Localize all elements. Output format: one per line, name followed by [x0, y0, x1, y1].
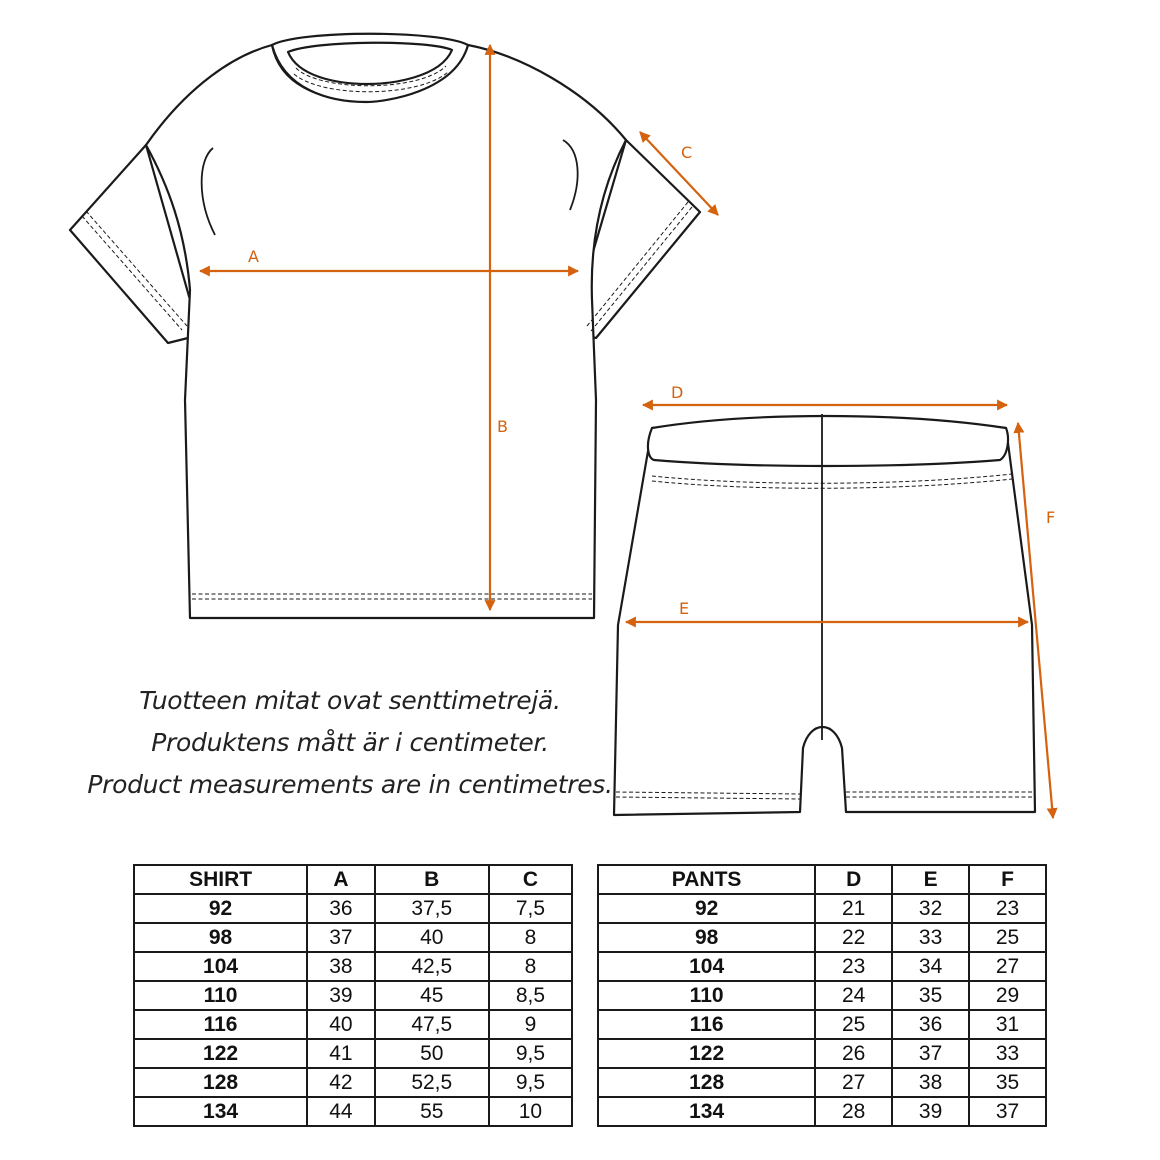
shirt-table-body	[134, 894, 572, 1126]
table-row	[598, 923, 1046, 952]
measurement-cell: 24	[815, 981, 892, 1010]
measurement-cell: 35	[969, 1068, 1046, 1097]
column-header: F	[969, 865, 1046, 894]
size-cell: 110	[134, 981, 307, 1010]
measurement-cell: 35	[892, 981, 969, 1010]
tshirt-drawing	[70, 34, 700, 618]
table-row	[134, 1010, 572, 1039]
measurement-cell: 38	[307, 952, 375, 981]
measurement-cell: 9,5	[489, 1039, 572, 1068]
measurement-cell: 44	[307, 1097, 375, 1126]
measurement-cell: 39	[307, 981, 375, 1010]
measurement-cell: 52,5	[375, 1068, 489, 1097]
dimension-c-label: C	[681, 143, 693, 162]
dimension-b-label: B	[497, 417, 508, 436]
table-row	[134, 1039, 572, 1068]
measurement-cell: 42,5	[375, 952, 489, 981]
table-row	[598, 1010, 1046, 1039]
measurement-cell: 36	[892, 1010, 969, 1039]
size-cell: 134	[134, 1097, 307, 1126]
measurement-cell: 7,5	[489, 894, 572, 923]
column-header: E	[892, 865, 969, 894]
measurement-cell: 42	[307, 1068, 375, 1097]
table-row	[134, 981, 572, 1010]
measurement-cell: 29	[969, 981, 1046, 1010]
size-cell: 104	[134, 952, 307, 981]
measurement-cell: 55	[375, 1097, 489, 1126]
dimension-d-label: D	[671, 383, 684, 402]
size-cell: 122	[134, 1039, 307, 1068]
measurement-cell: 25	[815, 1010, 892, 1039]
measurement-cell: 22	[815, 923, 892, 952]
column-header: C	[489, 865, 572, 894]
measurement-cell: 33	[969, 1039, 1046, 1068]
table-row	[598, 1039, 1046, 1068]
size-cell: 116	[134, 1010, 307, 1039]
measurement-cell: 37	[969, 1097, 1046, 1126]
measurement-cell: 21	[815, 894, 892, 923]
measurement-cell: 33	[892, 923, 969, 952]
table-row	[134, 1068, 572, 1097]
dimension-a-label: A	[248, 247, 259, 266]
measurement-cell: 31	[969, 1010, 1046, 1039]
table-header-row	[598, 865, 1046, 894]
measurement-cell: 26	[815, 1039, 892, 1068]
table-row	[598, 981, 1046, 1010]
measurement-cell: 28	[815, 1097, 892, 1126]
column-header: B	[375, 865, 489, 894]
pants-size-table	[597, 864, 1047, 1127]
measurement-cell: 40	[307, 1010, 375, 1039]
measurement-cell: 39	[892, 1097, 969, 1126]
measurement-cell: 8	[489, 923, 572, 952]
size-cell: 134	[598, 1097, 815, 1126]
shorts-drawing	[614, 414, 1035, 815]
column-header: PANTS	[598, 865, 815, 894]
size-cell: 116	[598, 1010, 815, 1039]
table-row	[134, 923, 572, 952]
note-english: Product measurements are in centimetres.	[87, 770, 613, 799]
dimension-f-label: F	[1046, 508, 1056, 527]
tshirt-body	[146, 45, 626, 618]
measurement-notes	[60, 680, 640, 806]
measurement-cell: 38	[892, 1068, 969, 1097]
table-row	[598, 1068, 1046, 1097]
shirt-size-table	[133, 864, 573, 1127]
measurement-cell: 9	[489, 1010, 572, 1039]
size-cell: 110	[598, 981, 815, 1010]
table-row	[598, 894, 1046, 923]
shorts-waistband	[648, 416, 1008, 466]
measurement-cell: 50	[375, 1039, 489, 1068]
table-row	[598, 1097, 1046, 1126]
measurement-cell: 27	[815, 1068, 892, 1097]
size-cell: 128	[134, 1068, 307, 1097]
column-header: A	[307, 865, 375, 894]
measurement-cell: 27	[969, 952, 1046, 981]
size-cell: 92	[134, 894, 307, 923]
measurement-cell: 9,5	[489, 1068, 572, 1097]
measurement-cell: 47,5	[375, 1010, 489, 1039]
table-row	[598, 952, 1046, 981]
measurement-cell: 8	[489, 952, 572, 981]
size-cell: 98	[134, 923, 307, 952]
table-row	[134, 1097, 572, 1126]
measurement-cell: 45	[375, 981, 489, 1010]
measurement-cell: 8,5	[489, 981, 572, 1010]
measurement-cell: 37,5	[375, 894, 489, 923]
measurement-cell: 37	[892, 1039, 969, 1068]
measurement-cell: 36	[307, 894, 375, 923]
column-header: SHIRT	[134, 865, 307, 894]
measurement-cell: 23	[969, 894, 1046, 923]
note-swedish: Produktens mått är i centimeter.	[151, 728, 549, 757]
note-finnish: Tuotteen mitat ovat senttimetrejä.	[139, 686, 561, 715]
measurement-cell: 37	[307, 923, 375, 952]
measurement-cell: 10	[489, 1097, 572, 1126]
size-cell: 122	[598, 1039, 815, 1068]
size-cell: 104	[598, 952, 815, 981]
measurement-cell: 40	[375, 923, 489, 952]
measurement-cell: 41	[307, 1039, 375, 1068]
table-row	[134, 894, 572, 923]
column-header: D	[815, 865, 892, 894]
measurement-cell: 34	[892, 952, 969, 981]
table-header-row	[134, 865, 572, 894]
size-cell: 98	[598, 923, 815, 952]
dimension-e-label: E	[679, 599, 690, 618]
size-cell: 128	[598, 1068, 815, 1097]
measurement-cell: 23	[815, 952, 892, 981]
measurement-cell: 32	[892, 894, 969, 923]
table-row	[134, 952, 572, 981]
size-cell: 92	[598, 894, 815, 923]
pants-table-body	[598, 894, 1046, 1126]
measurement-cell: 25	[969, 923, 1046, 952]
